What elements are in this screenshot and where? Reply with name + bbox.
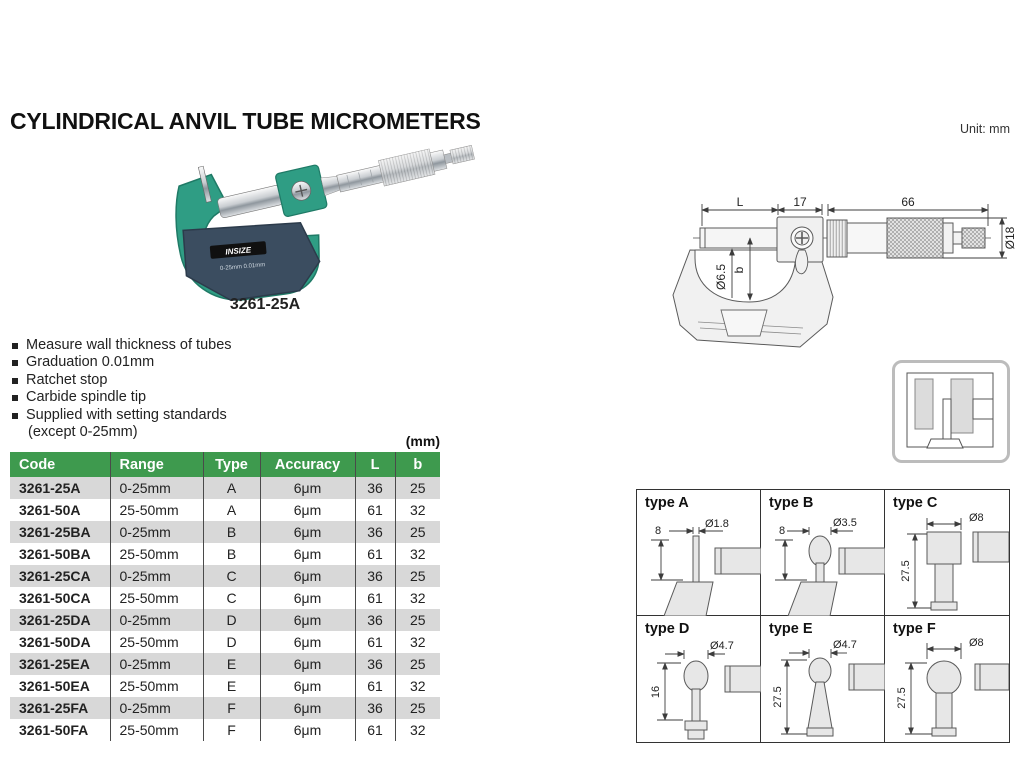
cell-range: 25-50mm (110, 631, 203, 653)
cell-l: 61 (355, 719, 395, 741)
features-list (10, 337, 350, 441)
bullet-square-icon (12, 360, 18, 366)
header-range: Range (110, 452, 203, 477)
cell-type: E (203, 653, 260, 675)
type-cell-d (637, 616, 761, 742)
type-grid (636, 489, 1010, 743)
cell-accuracy: 6μm (260, 521, 355, 543)
bullet-square-icon (12, 343, 18, 349)
type-b-diameter-dim: Ø3.5 (833, 517, 857, 529)
frame-label-text: 0-25mm 0.01mm (219, 262, 266, 273)
type-d-diameter-dim: Ø4.7 (710, 640, 734, 652)
cell-range: 0-25mm (110, 521, 203, 543)
cell-accuracy: 6μm (260, 477, 355, 499)
cell-l: 36 (355, 697, 395, 719)
dim-17: 17 (793, 195, 807, 209)
type-c-diameter-dim: Ø8 (969, 512, 984, 524)
type-cell-c (885, 490, 1009, 616)
dim-d18: Ø18 (1003, 226, 1017, 250)
cell-code: 3261-50EA (19, 678, 90, 694)
drawing-barrel (847, 223, 887, 253)
cell-range: 0-25mm (110, 477, 203, 499)
cell-range: 25-50mm (110, 675, 203, 697)
feature-item (10, 407, 350, 424)
table-row (10, 675, 440, 697)
cell-b: 25 (395, 697, 440, 719)
drawing-lock-lever (795, 250, 807, 274)
feature-text: Measure wall thickness of tubes (26, 337, 232, 353)
cell-l: 61 (355, 631, 395, 653)
header-code: Code (10, 452, 110, 477)
table-row (10, 477, 440, 499)
header-l: L (355, 452, 395, 477)
type-d-label: type D (645, 621, 690, 637)
micrometer-photo-illustration (118, 142, 488, 304)
cell-type: F (203, 719, 260, 741)
cell-type: B (203, 543, 260, 565)
cell-code: 3261-25CA (10, 565, 110, 587)
table-row (10, 653, 440, 675)
diagram-spindle (973, 399, 993, 419)
cell-l: 36 (355, 653, 395, 675)
dim-L: L (736, 195, 744, 209)
header-accuracy: Accuracy (260, 452, 355, 477)
cell-type: E (203, 675, 260, 697)
table-row (10, 565, 440, 587)
type-cell-e (761, 616, 885, 742)
dim-b: b (732, 266, 746, 274)
cell-b: 25 (395, 521, 440, 543)
table-row (10, 631, 440, 653)
type-cell-b (761, 490, 885, 616)
cell-l: 36 (355, 477, 395, 499)
cell-l: 36 (355, 609, 395, 631)
cell-b: 32 (395, 631, 440, 653)
drawing-thimble (887, 218, 943, 258)
cell-accuracy: 6μm (260, 609, 355, 631)
table-row (10, 521, 440, 543)
tube-wall-right (951, 379, 973, 433)
cell-accuracy: 6μm (260, 653, 355, 675)
type-b-height-dim: 8 (778, 525, 786, 537)
cell-b: 25 (395, 653, 440, 675)
type-d-height-dim: 16 (650, 685, 662, 699)
type-a-height-dim: 8 (654, 525, 662, 537)
cell-b: 32 (395, 719, 440, 741)
cell-type: B (203, 521, 260, 543)
cell-code: 3261-25FA (10, 697, 110, 719)
cell-code: 3261-50A (19, 502, 81, 518)
drawing-ratchet (962, 228, 985, 248)
anvil-shape-b (809, 536, 831, 566)
cell-type: A (203, 499, 260, 521)
cell-accuracy: 6μm (260, 719, 355, 741)
dim-66: 66 (901, 195, 915, 209)
cell-accuracy: 6μm (260, 697, 355, 719)
cell-l: 61 (355, 587, 395, 609)
feature-item (10, 389, 350, 406)
spindle-shape (839, 548, 885, 574)
anvil-shape-f (927, 661, 961, 695)
feature-text: Supplied with setting standards (26, 406, 227, 423)
table-row (10, 609, 440, 631)
product-caption: 3261-25A (229, 296, 301, 313)
bullet-square-icon (12, 413, 18, 419)
type-e-height-dim: 27.5 (772, 686, 784, 708)
cell-accuracy: 6μm (260, 543, 355, 565)
cell-range: 25-50mm (110, 719, 203, 741)
type-c-label: type C (893, 495, 938, 511)
cell-accuracy: 6μm (260, 499, 355, 521)
cell-accuracy: 6μm (260, 565, 355, 587)
table-unit-label: (mm) (405, 433, 440, 449)
type-e-diameter-dim: Ø4.7 (833, 639, 857, 651)
spindle (217, 185, 284, 219)
type-f-diameter-dim: Ø8 (969, 637, 984, 649)
cell-l: 36 (355, 521, 395, 543)
cell-type: C (203, 587, 260, 609)
cell-code: 3261-25A (10, 477, 110, 499)
cell-type: F (203, 697, 260, 719)
spindle-shape (715, 548, 761, 574)
cell-b: 32 (395, 587, 440, 609)
type-a-label: type A (645, 495, 689, 511)
cell-b: 32 (395, 675, 440, 697)
cell-accuracy: 6μm (260, 631, 355, 653)
cell-code: 3261-50BA (19, 546, 91, 562)
cell-range: 0-25mm (110, 565, 203, 587)
cell-accuracy: 6μm (260, 675, 355, 697)
unit-note: Unit: mm (960, 122, 1010, 136)
anvil-shape-e (809, 658, 831, 684)
cell-l: 61 (355, 499, 395, 521)
feature-item (10, 354, 350, 371)
cell-l: 61 (355, 675, 395, 697)
table-row (10, 499, 440, 521)
table-header-row (10, 452, 440, 477)
cell-range: 0-25mm (110, 609, 203, 631)
cell-accuracy: 6μm (260, 587, 355, 609)
table-row (10, 697, 440, 719)
bullet-square-icon (12, 395, 18, 401)
cell-code: 3261-50FA (19, 722, 89, 738)
drawing-spindle (700, 228, 777, 248)
spec-table (10, 452, 440, 741)
cell-range: 25-50mm (110, 587, 203, 609)
tech-drawing (655, 150, 1020, 362)
cell-b: 32 (395, 499, 440, 521)
cell-l: 36 (355, 565, 395, 587)
cell-range: 0-25mm (110, 653, 203, 675)
table-row (10, 719, 440, 741)
table-row (10, 543, 440, 565)
cell-b: 32 (395, 543, 440, 565)
header-b: b (395, 452, 440, 477)
anvil-shape-d (684, 661, 708, 691)
anvil-shape-c (927, 532, 961, 564)
cell-b: 25 (395, 609, 440, 631)
bullet-square-icon (12, 378, 18, 384)
type-cell-f (885, 616, 1009, 742)
cell-range: 25-50mm (110, 543, 203, 565)
cell-code: 3261-25DA (10, 609, 110, 631)
cell-code: 3261-50DA (19, 634, 91, 650)
table-row (10, 587, 440, 609)
cell-range: 25-50mm (110, 499, 203, 521)
cell-code: 3261-25BA (10, 521, 110, 543)
cell-type: C (203, 565, 260, 587)
anvil-shape-a (693, 536, 699, 582)
feature-text: Carbide spindle tip (26, 389, 147, 406)
type-f-height-dim: 27.5 (896, 687, 908, 709)
feature-continuation: (except 0-25mm) (28, 424, 138, 441)
cell-b: 25 (395, 565, 440, 587)
type-e-label: type E (769, 621, 813, 637)
feature-item (10, 337, 350, 354)
header-type: Type (203, 452, 260, 477)
cell-l: 61 (355, 543, 395, 565)
dim-d65: Ø6.5 (714, 263, 728, 291)
cell-type: D (203, 631, 260, 653)
feature-text: Ratchet stop (26, 371, 108, 388)
feature-item (10, 372, 350, 389)
cell-type: A (203, 477, 260, 499)
type-a-diameter-dim: Ø1.8 (705, 518, 729, 530)
diagram-anvil (943, 399, 951, 439)
tube-wall-left (915, 379, 933, 429)
cell-code: 3261-25EA (10, 653, 110, 675)
cell-b: 25 (395, 477, 440, 499)
type-b-label: type B (769, 495, 814, 511)
product-photo (118, 142, 488, 304)
cell-code: 3261-50CA (19, 590, 91, 606)
cell-range: 0-25mm (110, 697, 203, 719)
page-title: CYLINDRICAL ANVIL TUBE MICROMETERS (10, 108, 481, 134)
feature-text: Graduation 0.01mm (26, 354, 155, 371)
type-c-height-dim: 27.5 (900, 560, 912, 582)
brand-text: INSIZE (225, 245, 252, 257)
cell-type: D (203, 609, 260, 631)
type-cell-a (637, 490, 761, 616)
application-diagram (892, 360, 1010, 463)
type-f-label: type F (893, 621, 936, 637)
